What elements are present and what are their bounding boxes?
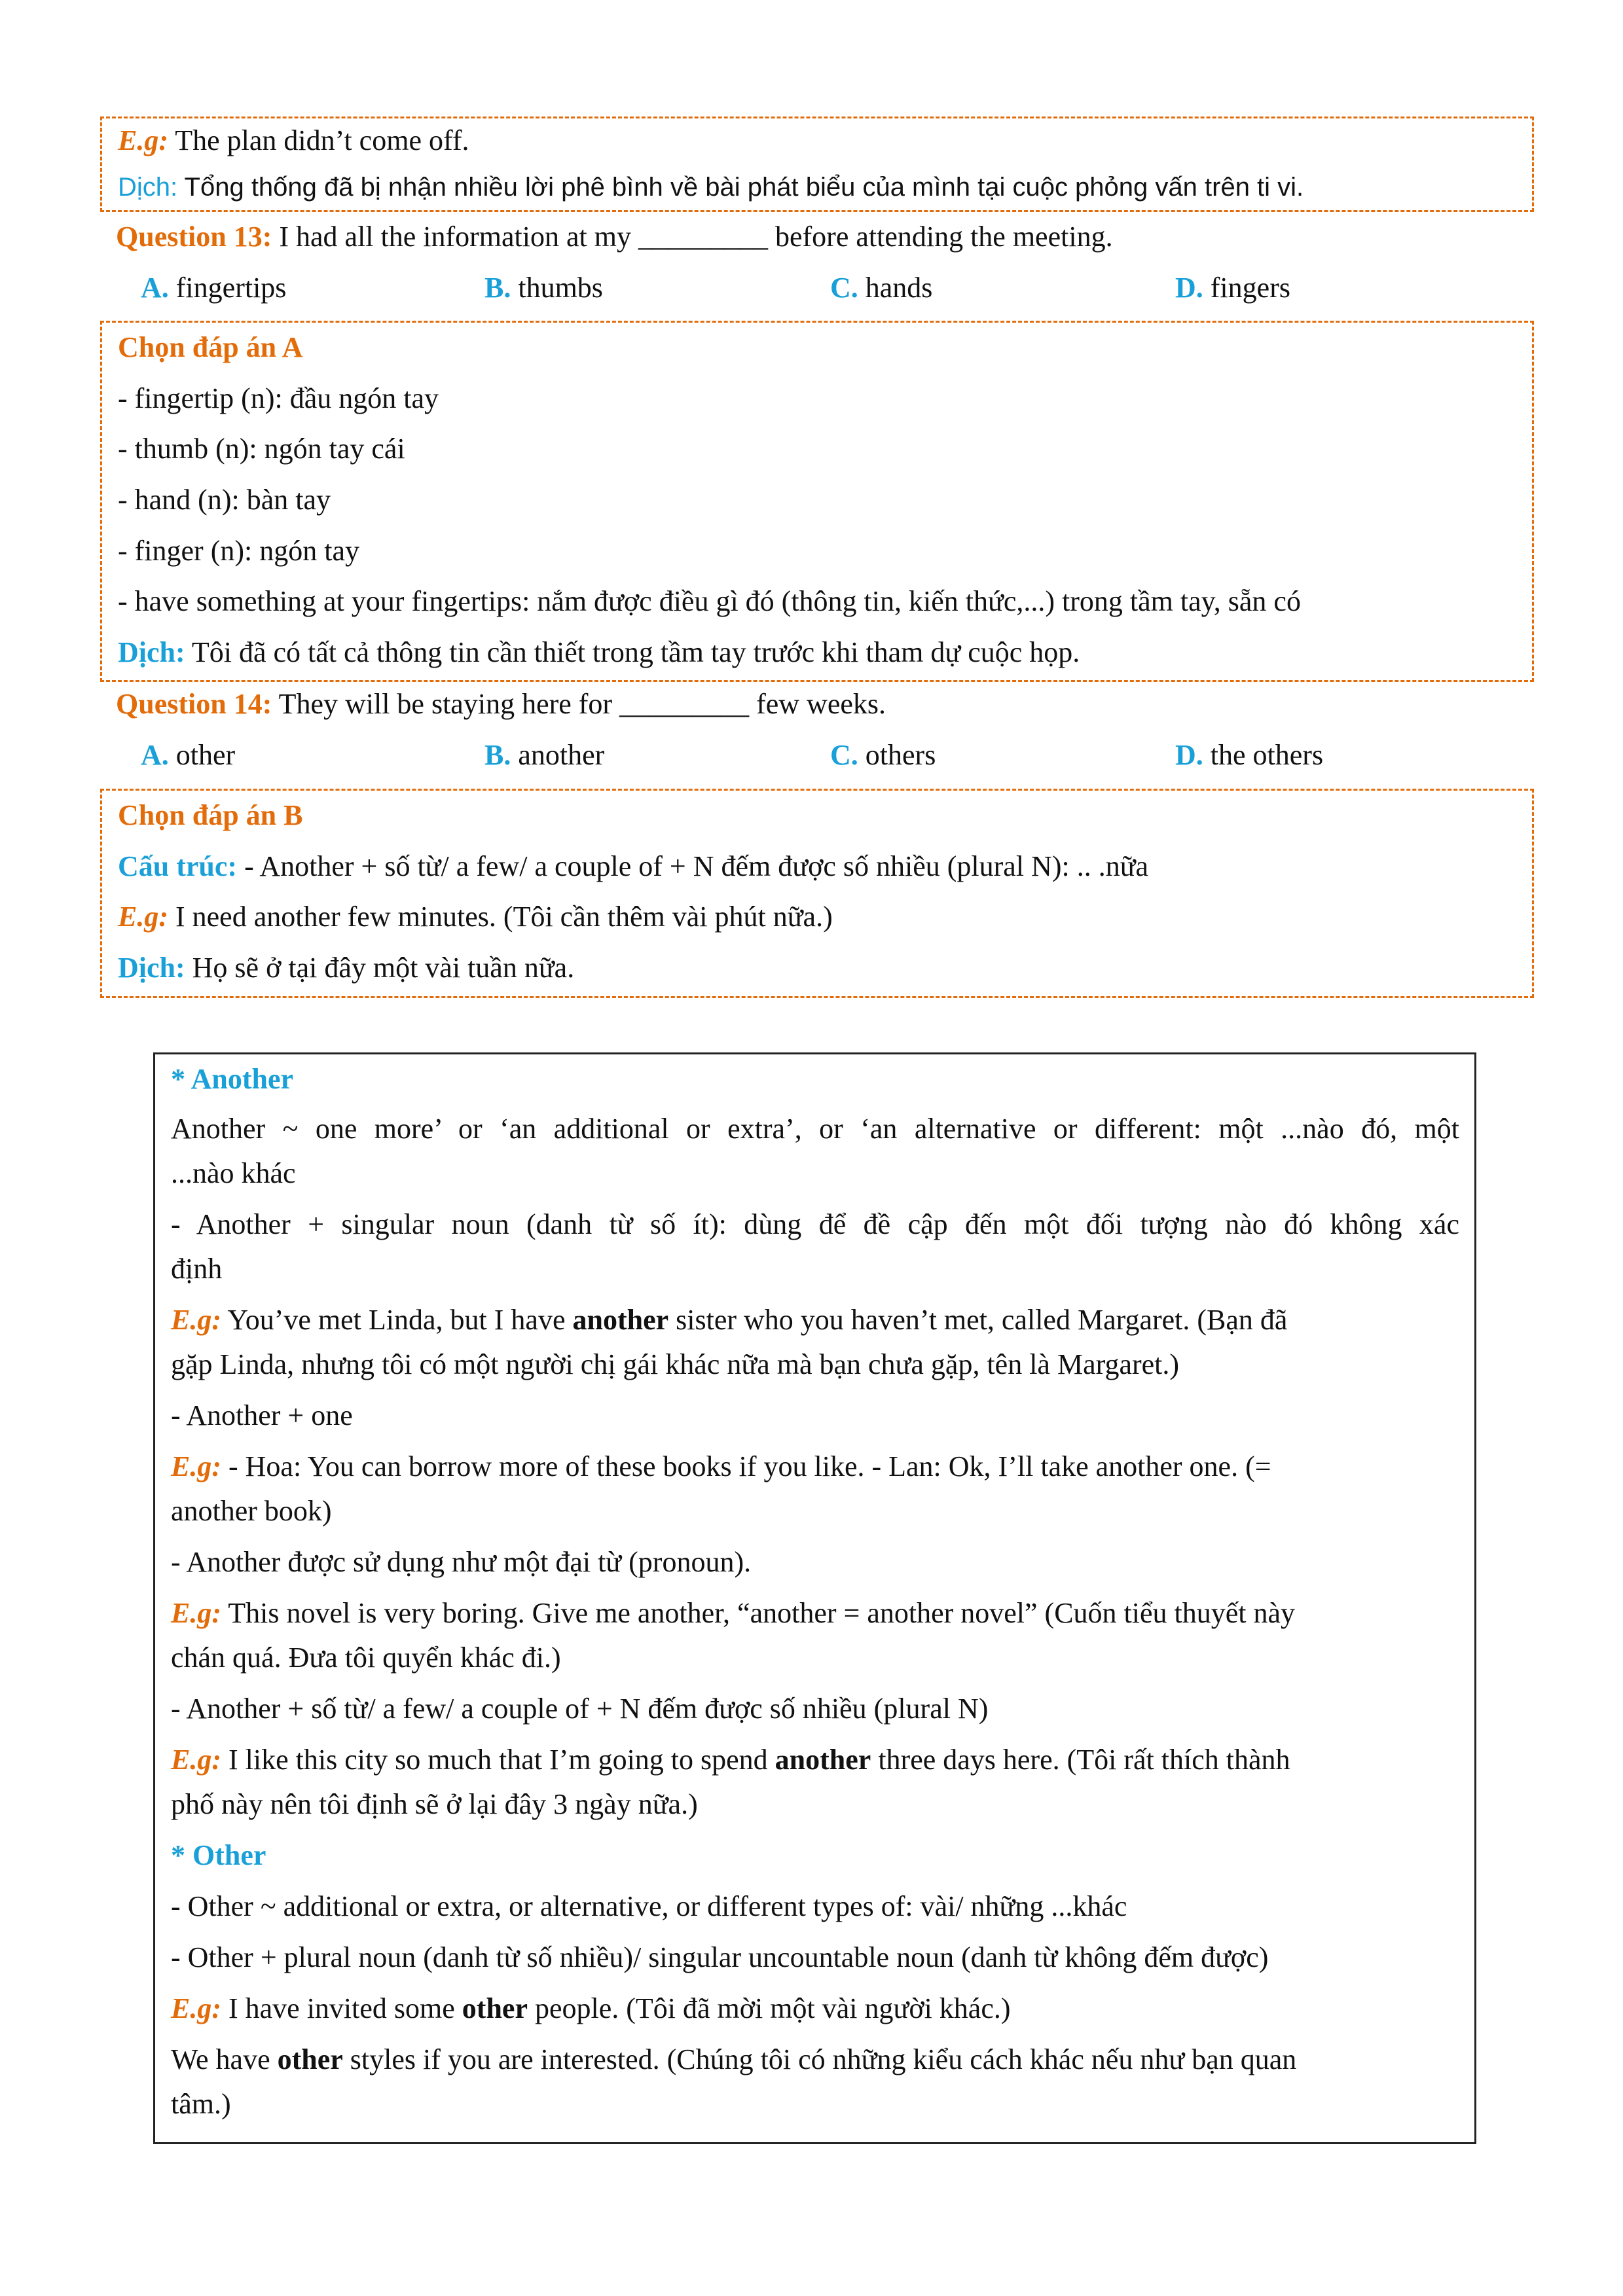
other-rule-line: - Other + plural noun (danh từ số nhiều)/ singular uncountable noun (danh từ không đếm được) <box>171 1941 1269 1973</box>
option-letter: C. <box>830 272 858 304</box>
option-letter: D. <box>1175 739 1203 771</box>
question-13 <box>116 219 1113 255</box>
option-d[interactable] <box>1175 737 1323 773</box>
option-a[interactable] <box>141 737 235 773</box>
option-text: another <box>518 739 605 771</box>
structure-label: Cấu trúc: <box>118 850 238 882</box>
question-13-label: Question 13: <box>116 221 272 253</box>
option-letter: B. <box>484 739 511 771</box>
question-14-text: They will be staying here for _________ few weeks. <box>278 688 886 720</box>
example-line: phố này nên tôi định sẽ ở lại đây 3 ngày nữa.) <box>171 1788 698 1820</box>
translation-text: Họ sẽ ở tại đây một vài tuần nữa. <box>192 952 575 984</box>
translation-text: Tổng thống đã bị nhận nhiều lời phê bình về bài phát biểu của mình tại cuộc phỏng vấn trên ti vi. <box>184 173 1304 202</box>
option-text: fingers <box>1210 272 1290 304</box>
note-line: - thumb (n): ngón tay cái <box>118 433 405 465</box>
question-14-label: Question 14: <box>116 688 272 720</box>
example-text: - Hoa: You can borrow more of these books if you like. - Lan: Ok, I’ll take another one. (= <box>228 1450 1271 1482</box>
question-13-text: I had all the information at my _________ before attending the meeting. <box>279 221 1113 253</box>
option-c[interactable] <box>830 737 936 773</box>
option-text: other <box>175 739 236 771</box>
translation-line <box>118 950 574 986</box>
option-d[interactable] <box>1175 270 1290 306</box>
answer-line: Chọn đáp án B <box>118 799 303 831</box>
structure-line <box>118 848 1148 884</box>
option-text: fingertips <box>175 272 287 304</box>
example-text: We have <box>171 2043 270 2075</box>
option-text: the others <box>1210 739 1324 771</box>
example-line <box>171 2041 1296 2077</box>
example-text: I have invited some <box>228 1992 455 2024</box>
pronoun-rule-line: - Another được sử dụng như một đại từ (pronoun). <box>171 1546 752 1578</box>
example-label: E.g: <box>171 1992 221 2024</box>
keyword: another <box>775 1744 871 1776</box>
keyword: other <box>277 2043 343 2075</box>
example-text: people. (Tôi đã mời một vài người khác.) <box>534 1992 1011 2024</box>
option-text: thumbs <box>518 272 603 304</box>
example-text: You’ve met Linda, but I have <box>227 1304 566 1336</box>
example-text: The plan didn’t come off. <box>175 124 469 156</box>
example-label: E.g: <box>118 901 168 933</box>
option-letter: A. <box>141 739 169 771</box>
option-letter: C. <box>830 739 858 771</box>
option-text: others <box>865 739 936 771</box>
example-line <box>118 899 833 935</box>
explanation-box-q14 <box>100 789 1534 998</box>
example-line <box>171 1302 1287 1338</box>
grammar-summary-box <box>153 1052 1476 2144</box>
example-label: E.g: <box>171 1450 221 1482</box>
example-label: E.g: <box>171 1304 221 1336</box>
example-label: E.g: <box>171 1597 221 1629</box>
structure-text: - Another + số từ/ a few/ a couple of + N đếm được số nhiều (plural N): .. .nữa <box>244 850 1149 882</box>
option-letter: B. <box>484 272 511 304</box>
option-b[interactable] <box>484 737 604 773</box>
translation-label: Dịch: <box>118 173 178 202</box>
note-line: - finger (n): ngón tay <box>118 535 359 567</box>
one-rule-line: - Another + one <box>171 1399 353 1431</box>
keyword: other <box>462 1992 528 2024</box>
note-line: - fingertip (n): đầu ngón tay <box>118 382 439 414</box>
plural-rule-line: - Another + số từ/ a few/ a couple of + N đếm được số nhiều (plural N) <box>171 1693 989 1725</box>
option-letter: D. <box>1175 272 1203 304</box>
another-definition-line: Another ~ one more’ or ‘an additional or extra’, or ‘an alternative or different: một ...nào đó, một <box>171 1113 1459 1145</box>
another-heading: * Another <box>171 1063 293 1095</box>
example-line <box>171 1448 1271 1484</box>
example-label: E.g: <box>171 1744 221 1776</box>
another-definition-line: ...nào khác <box>171 1157 296 1189</box>
translation-label: Dịch: <box>118 636 185 668</box>
example-text: I need another few minutes. (Tôi cần thêm vài phút nữa.) <box>175 901 833 933</box>
example-text: three days here. (Tôi rất thích thành <box>878 1744 1290 1776</box>
example-text: I like this city so much that I’m going to spend <box>228 1744 768 1776</box>
question-14 <box>116 686 886 722</box>
translation-label: Dịch: <box>118 952 185 984</box>
example-label: E.g: <box>118 124 168 156</box>
example-line <box>171 1742 1290 1778</box>
explanation-box-q13 <box>100 321 1534 682</box>
singular-rule-line: - Another + singular noun (danh từ số ít): dùng để đề cập đến một đối tượng nào đó không xác <box>171 1208 1459 1240</box>
question-13-options <box>141 270 1516 309</box>
example-line <box>171 1990 1011 2026</box>
example-line <box>171 1595 1295 1631</box>
question-14-options <box>141 737 1516 776</box>
keyword: another <box>572 1304 669 1336</box>
explanation-box-previous <box>100 117 1534 212</box>
translation-line <box>118 634 1080 670</box>
example-text: This novel is very boring. Give me another, “another = another novel” (Cuốn tiểu thuyết này <box>228 1597 1296 1629</box>
singular-rule-line: định <box>171 1253 223 1285</box>
example-line: chán quá. Đưa tôi quyển khác đi.) <box>171 1641 561 1674</box>
example-line: another book) <box>171 1495 332 1527</box>
example-line: gặp Linda, nhưng tôi có một người chị gái khác nữa mà bạn chưa gặp, tên là Margaret.) <box>171 1348 1180 1380</box>
note-line: - have something at your fingertips: nắm được điều gì đó (thông tin, kiến thức,...) trong tầm tay, sẵn có <box>118 585 1301 617</box>
example-line <box>118 122 469 158</box>
option-text: hands <box>865 272 933 304</box>
option-letter: A. <box>141 272 169 304</box>
answer-line: Chọn đáp án A <box>118 331 303 363</box>
option-b[interactable] <box>484 270 603 306</box>
translation-text: Tôi đã có tất cả thông tin cần thiết trong tầm tay trước khi tham dự cuộc họp. <box>191 636 1080 668</box>
option-a[interactable] <box>141 270 286 306</box>
note-line: - hand (n): bàn tay <box>118 484 331 516</box>
option-c[interactable] <box>830 270 932 306</box>
other-definition-line: - Other ~ additional or extra, or alternative, or different types of: vài/ những ...khác <box>171 1890 1127 1922</box>
other-heading: * Other <box>171 1839 266 1871</box>
example-text: styles if you are interested. (Chúng tôi có những kiểu cách khác nếu như bạn quan <box>350 2043 1297 2075</box>
translation-line <box>118 171 1304 204</box>
example-text: sister who you haven’t met, called Margaret. (Bạn đã <box>676 1304 1288 1336</box>
example-line: tâm.) <box>171 2088 231 2120</box>
